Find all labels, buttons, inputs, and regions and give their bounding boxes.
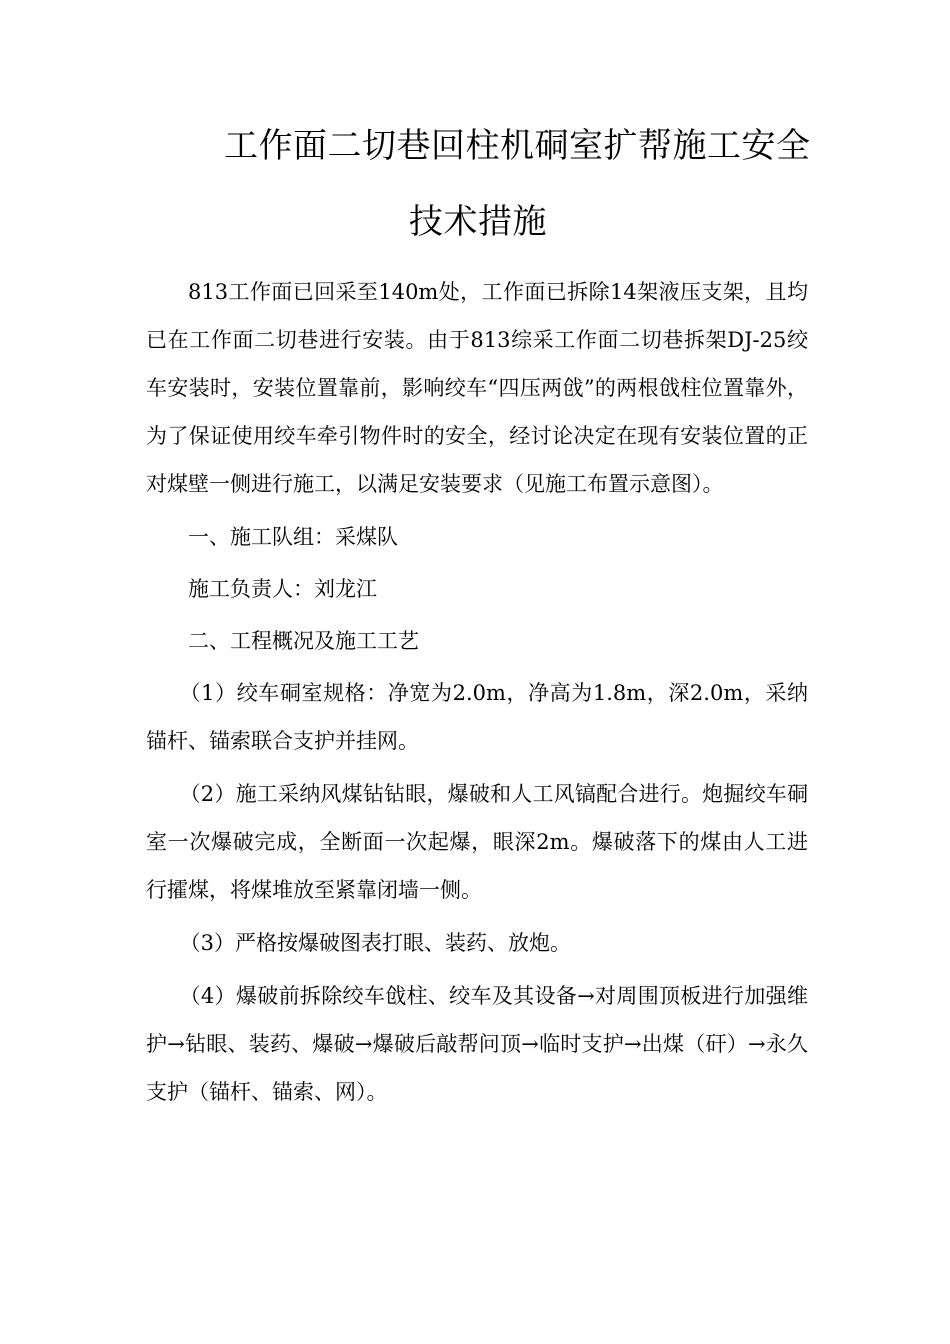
paragraph-item-2: （2）施工采纳风煤钻钻眼，爆破和人工风镐配合进行。炮掘绞车硐室一次爆破完成，全断面一次起爆，眼深2m。爆破落下的煤由人工进行攉煤，将煤堆放至紧靠闭墙一侧。 <box>146 782 808 902</box>
paragraph-responsible-person: 施工负责人：刘龙江 <box>188 577 377 601</box>
document-title-line-2: 技术措施 <box>409 202 547 242</box>
document-body <box>146 268 808 1121</box>
section-heading-overview: 二、工程概况及施工工艺 <box>188 629 419 653</box>
paragraph-item-4: （4）爆破前拆除绞车戗柱、绞车及其设备→对周围顶板进行加强维护→钻眼、装药、爆破→爆破后敲帮问顶→临时支护→出煤（矸）→永久支护（锚杆、锚索、网）。 <box>146 984 808 1104</box>
paragraph-item-1: （1）绞车硐室规格：净宽为2.0m，净高为1.8m，深2.0m，采纳锚杆、锚索联合支护并挂网。 <box>146 681 808 753</box>
section-heading-team: 一、施工队组：采煤队 <box>188 525 398 549</box>
paragraph-item-3: （3）严格按爆破图表打眼、装药、放炮。 <box>179 931 571 955</box>
document-title-line-1: 工作面二切巷回柱机硐室扩帮施工安全 <box>224 126 811 166</box>
paragraph-intro: 813工作面已回采至140m处，工作面已拆除14架液压支架，且均已在工作面二切巷进行安装。由于813综采工作面二切巷拆架DJ-25绞车安装时，安装位置靠前，影响绞车“四压两戗”的两根戗柱位置靠外，为了保证使用绞车牵引物件时的安全，经讨论决定在现有安装位置的正对煤壁一侧进行施工，以满足安装要求（见施工布置示意图）。 <box>146 280 808 496</box>
